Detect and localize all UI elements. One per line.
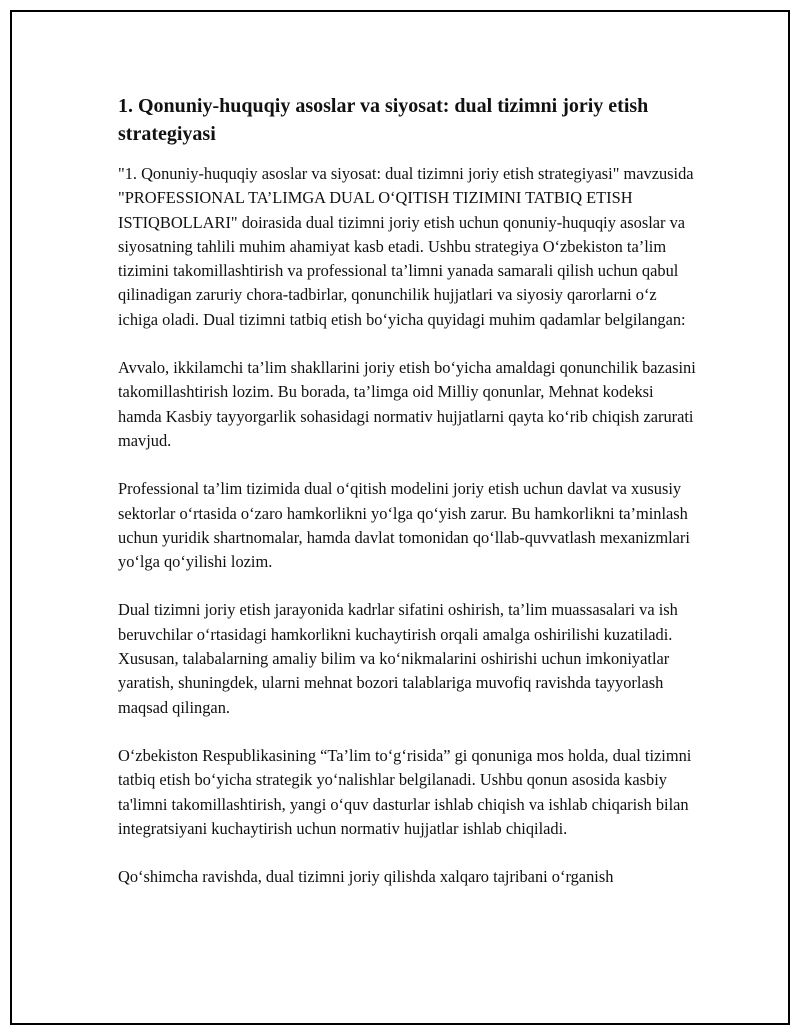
document-heading: 1. Qonuniy-huquqiy asoslar va siyosat: dual tizimni joriy etish strategiyasi [118, 95, 649, 145]
paragraph-intro: "1. Qonuniy-huquqiy asoslar va siyosat: dual tizimni joriy etish strategiyasi" mavzusida "PROFESSIONAL TA’LIMGA DUAL O‘QITISH TIZIMINI TATBIQ ETISH ISTIQBOLLARI" doirasida dual tizimni joriy etish uchun qonuniy-huquqiy asoslar va siyosatning tahlili muhim ahamiyat kasb etadi. Ushbu strategiya O‘zbekiston ta’lim tizimini takomillashtirish va professional ta’limni yanada samarali qilish uchun qabul qilinadigan zaruriy chora-tadbirlar, qonunchilik hujjatlari va siyosiy qarorlarni o‘z ichiga oladi. Dual tizimni tatbiq etish bo‘yicha quyidagi muhim qadamlar belgilangan: [118, 164, 694, 329]
paragraph-legislation: Avvalo, ikkilamchi ta’lim shakllarini joriy etish bo‘yicha amaldagi qonunchilik bazasini takomillashtirish lozim. Bu borada, ta’limga oid Milliy qonunlar, Mehnat kodeksi hamda Kasbiy tayyorgarlik sohasidagi normativ hujjatlarni qayta ko‘rib chiqish zarurati mavjud. [118, 358, 696, 450]
paragraph-partnership: Professional ta’lim tizimida dual o‘qitish modelini joriy etish uchun davlat va xususiy sektorlar o‘rtasida o‘zaro hamkorlikni yo‘lga qo‘yish zarur. Bu hamkorlikni ta’minlash uchun yuridik shartnomalar, hamda davlat tomonidan qo‘llab-quvvatlash mexanizmlari yo‘lga qo‘yilishi lozim. [118, 479, 690, 572]
paragraph-education-law: O‘zbekiston Respublikasining “Ta’lim to‘g‘risida” gi qonuniga mos holda, dual tizimni tatbiq etish bo‘yicha strategik yo‘nalishlar belgilanadi. Ushbu qonun asosida kasbiy ta'limni takomillashtirish, yangi o‘quv dasturlar ishlab chiqish va ishlab chiqarish bilan integratsiyani kuchaytirish uchun normativ hujjatlar ishlab chiqiladi. [118, 745, 692, 838]
document-body [118, 92, 698, 913]
paragraph-personnel: Dual tizimni joriy etish jarayonida kadrlar sifatini oshirish, ta’lim muassasalari va ish beruvchilar o‘rtasidagi hamkorlikni kuchaytirish orqali amalga oshirilishi kuzatiladi. Xususan, talabalarning amaliy bilim va ko‘nikmalarini oshirishi uchun imkoniyatlar yaratish, shuningdek, ularni mehnat bozori talablariga muvofiq ravishda tayyorlash maqsad qilingan. [118, 600, 678, 717]
paragraph-international: Qo‘shimcha ravishda, dual tizimni joriy qilishda xalqaro tajribani o‘rganish [118, 867, 614, 887]
